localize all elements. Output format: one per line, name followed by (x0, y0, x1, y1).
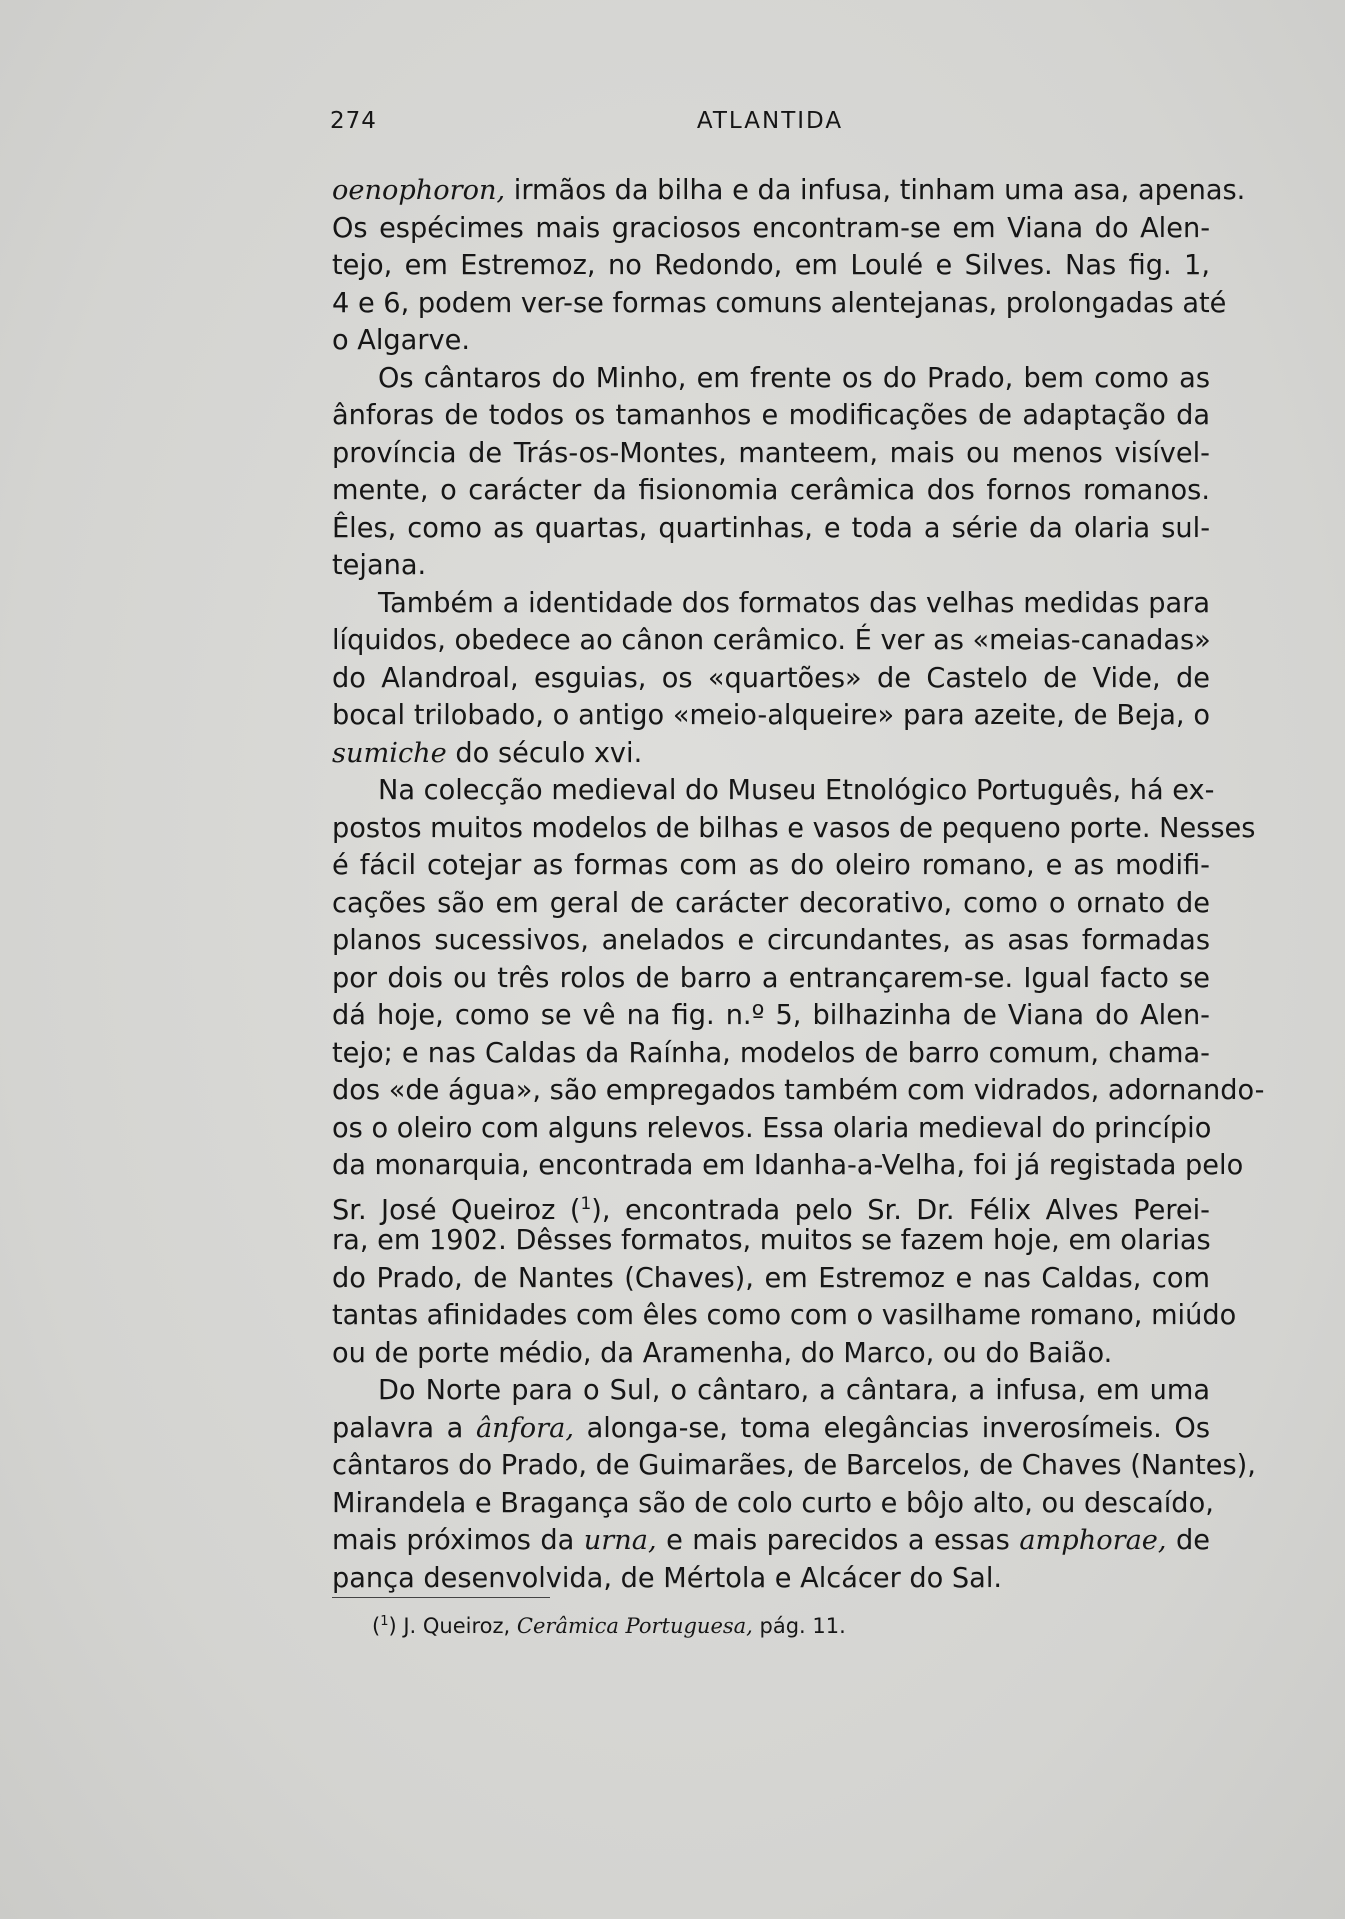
text-line (332, 772, 1215, 810)
text-line (332, 997, 1210, 1035)
text-run: Na colecção medieval do Museu Etnológico Português, há ex- (378, 775, 1215, 806)
text-line (332, 585, 1210, 623)
text-run: mente, o carácter da fisionomia cerâmica dos fornos romanos. (332, 475, 1210, 506)
text-run: Mirandela e Bragança são de colo curto e bôjo alto, ou descaído, (332, 1487, 1214, 1519)
text-run: província de Trás-os-Montes, manteem, mais ou menos visível- (332, 437, 1210, 469)
text-run: e mais parecidos a essas (656, 1525, 1020, 1556)
text-run: os o oleiro com alguns relevos. Essa olaria medieval do princípio (332, 1112, 1212, 1144)
text-line (332, 547, 1210, 585)
page-number: 274 (330, 108, 377, 134)
text-run: mais próximos da (332, 1525, 584, 1556)
text-line (332, 510, 1210, 548)
text-line (332, 472, 1210, 510)
text-line (332, 1560, 1210, 1598)
text-line (332, 1410, 1210, 1448)
text-run: Os espécimes mais graciosos encontram-se em Viana do Alen- (332, 212, 1210, 244)
text-line (332, 1485, 1214, 1523)
text-run: do século xvi. (446, 737, 643, 769)
text-line (332, 810, 1256, 848)
text-run: tejo; e nas Caldas da Raínha, modelos de barro comum, chama- (332, 1037, 1210, 1069)
text-line (332, 1335, 1210, 1373)
footnote-marker: 1 (380, 1614, 389, 1629)
text-line (332, 847, 1210, 885)
text-run: pág. 11. (752, 1614, 846, 1638)
text-line (332, 960, 1210, 998)
text-run: Do Norte para o Sul, o cântaro, a cântara, a infusa, em uma (378, 1375, 1210, 1406)
text-run: tantas afinidades com êles como com o vasilhame romano, miúdo (332, 1300, 1237, 1331)
text-line (332, 172, 1246, 210)
text-run: líquidos, obedece ao cânon cerâmico. É ver as «meias-canadas» (332, 625, 1211, 656)
text-run: tejo, em Estremoz, no Redondo, em Loulé e Silves. Nas fig. 1, (332, 250, 1210, 281)
text-run: da monarquia, encontrada em Idanha-a-Velha, foi já registada pelo (332, 1150, 1244, 1181)
page-header (330, 108, 1210, 148)
text-run: Os cântaros do Minho, em frente os do Prado, bem como as (378, 362, 1210, 394)
text-run: dá hoje, como se vê na fig. n.º 5, bilhazinha de Viana do Alen- (332, 1000, 1210, 1031)
text-line (332, 660, 1210, 698)
text-run: ânforas de todos os tamanhos e modificações de adaptação da (332, 400, 1210, 431)
text-line (332, 1072, 1265, 1110)
text-line (332, 210, 1210, 248)
italic-text: urna, (583, 1525, 657, 1556)
text-run: 4 e 6, podem ver-se formas comuns alentejanas, prolongadas até (332, 287, 1227, 319)
text-run: do Alandroal, esguias, os «quartões» de Castelo de Vide, de (332, 662, 1210, 694)
text-run: ou de porte médio, da Aramenha, do Marco, ou do Baião. (332, 1337, 1113, 1369)
text-line (332, 1447, 1256, 1485)
text-run: dos «de água», são empregados também com vidrados, adornando- (332, 1075, 1265, 1106)
footnote-text (397, 1614, 846, 1638)
italic-text: sumiche (332, 737, 447, 769)
running-head: ATLANTIDA (696, 108, 844, 134)
text-line (332, 697, 1210, 735)
text-line (332, 885, 1210, 923)
text-line (332, 1260, 1210, 1298)
text-run: de (1166, 1525, 1210, 1556)
italic-text: Cerâmica Portuguesa, (516, 1614, 753, 1638)
text-run: pança desenvolvida, de Mértola e Alcácer do Sal. (332, 1562, 1003, 1594)
text-line (332, 435, 1210, 473)
italic-text: amphorae, (1019, 1525, 1167, 1556)
text-line (332, 1147, 1244, 1185)
text-run: alonga-se, toma elegâncias inverosímeis. Os (573, 1412, 1210, 1444)
text-line (332, 1035, 1210, 1073)
text-run: Sr. José Queiroz ( (332, 1194, 581, 1226)
text-run: por dois ou três rolos de barro a entrançarem-se. Igual facto se (332, 962, 1210, 994)
text-line (332, 622, 1210, 660)
text-line (332, 1522, 1210, 1560)
footnote: ($^1$) J. Queiroz, Cerâmica Portuguesa, pág. 11. (372, 1614, 846, 1638)
italic-text: ânfora, (475, 1412, 574, 1444)
text-run: ), encontrada pelo Sr. Dr. Félix Alves Perei- (591, 1194, 1210, 1226)
text-run: postos muitos modelos de bilhas e vasos de pequeno porte. Nesses (332, 812, 1256, 844)
italic-text: oenophoron, (332, 175, 506, 206)
text-run: planos sucessivos, anelados e circundantes, as asas formadas (332, 925, 1210, 956)
text-run: irmãos da bilha e da infusa, tinham uma asa, apenas. (505, 175, 1246, 206)
text-run: Também a identidade dos formatos das velhas medidas para (378, 587, 1210, 619)
text-run: palavra a (332, 1412, 476, 1444)
text-line (332, 1297, 1237, 1335)
footnote-reference: 1 (580, 1192, 592, 1213)
text-line (332, 397, 1210, 435)
text-line (332, 322, 1210, 360)
text-run: ra, em 1902. Dêsses formatos, muitos se fazem hoje, em olarias (332, 1225, 1211, 1256)
text-line (332, 1185, 1210, 1226)
text-run: o Algarve. (332, 325, 470, 356)
text-line (332, 1222, 1210, 1260)
text-run: tejana. (332, 550, 427, 581)
text-run: J. Queiroz, (396, 1614, 517, 1638)
text-line (332, 285, 1227, 323)
text-run: Êles, como as quartas, quartinhas, e toda a série da olaria sul- (332, 512, 1210, 544)
text-run: é fácil cotejar as formas com as do oleiro romano, e as modifi- (332, 850, 1210, 881)
text-line (332, 1372, 1210, 1410)
text-run: cântaros do Prado, de Guimarães, de Barcelos, de Chaves (Nantes), (332, 1450, 1256, 1481)
body-text (332, 172, 1265, 1597)
footnote-rule (332, 1597, 550, 1598)
text-line (332, 922, 1210, 960)
text-run: cações são em geral de carácter decorativo, como o ornato de (332, 887, 1210, 919)
text-line (332, 247, 1210, 285)
text-line (332, 360, 1210, 398)
text-run: bocal trilobado, o antigo «meio-alqueire» para azeite, de Beja, o (332, 700, 1210, 731)
text-line (332, 1110, 1210, 1148)
text-line (332, 735, 1210, 773)
text-run: do Prado, de Nantes (Chaves), em Estremoz e nas Caldas, com (332, 1262, 1210, 1294)
